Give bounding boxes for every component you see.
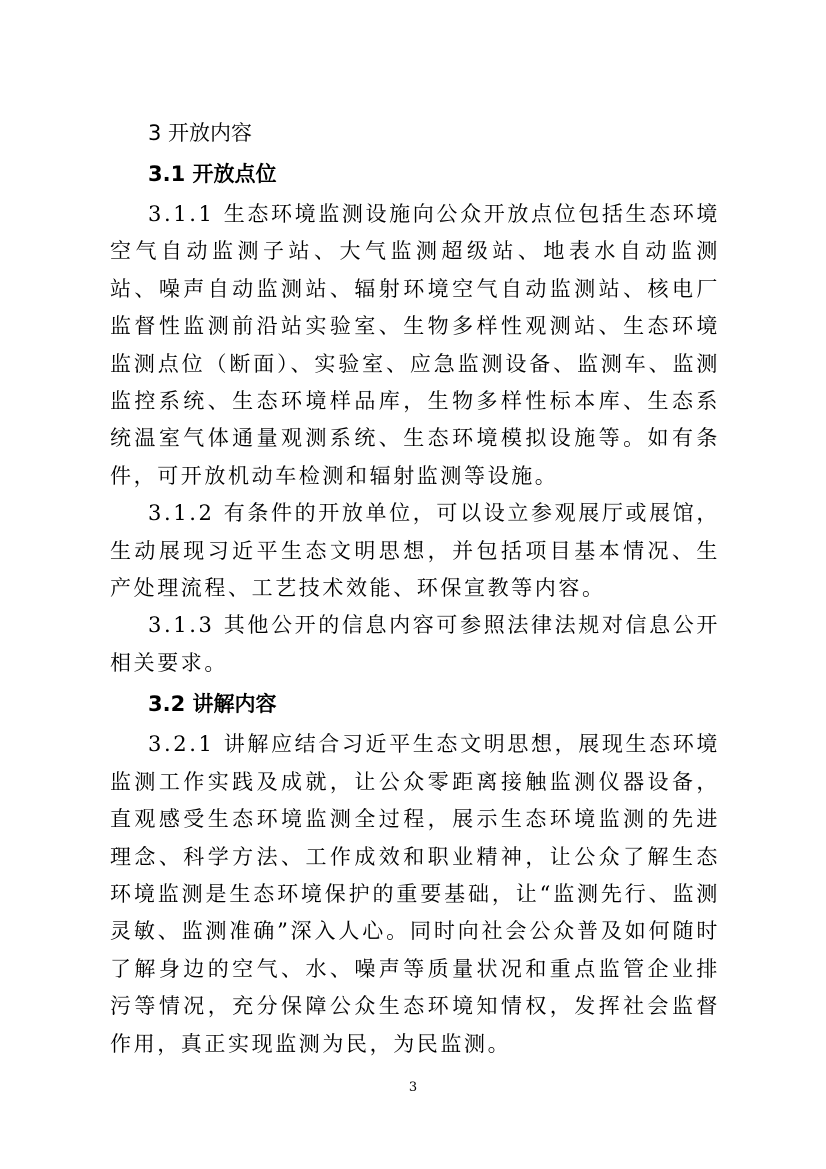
document-page: [110, 114, 720, 1063]
subsection-heading-3-1: 3.1 开放点位: [148, 162, 277, 186]
page-number: 3: [408, 1080, 418, 1095]
paragraph-3-1-3: 3.1.3 其他公开的信息内容可参照法律法规对信息公开相关要求。: [110, 613, 720, 675]
paragraph-3-1-2: 3.1.2 有条件的开放单位，可以设立参观展厅或展馆，生动展现习近平生态文明思想，并包括项目基本情况、生产处理流程、工艺技术效能、环保宣教等内容。: [110, 501, 720, 601]
paragraph-3-1-1: 3.1.1 生态环境监测设施向公众开放点位包括生态环境空气自动监测子站、大气监测超级站、地表水自动监测站、噪声自动监测站、辐射环境空气自动监测站、核电厂监督性监测前沿站实验室、生物多样性观测站、生态环境监测点位（断面）、实验室、应急监测设备、监测车、监测监控系统、生态环境样品库，生物多样性标本库、生态系统温室气体通量观测系统、生态环境模拟设施等。如有条件，可开放机动车检测和辐射监测等设施。: [110, 202, 720, 488]
section-heading: 3 开放内容: [148, 121, 253, 145]
paragraph-3-2-1: 3.2.1 讲解应结合习近平生态文明思想，展现生态环境监测工作实践及成就，让公众零距离接触监测仪器设备，直观感受生态环境监测全过程，展示生态环境监测的先进理念、科学方法、工作成效和职业精神，让公众了解生态环境监测是生态环境保护的重要基础，让“监测先行、监测灵敏、监测准确”深入人心。同时向社会公众普及如何随时了解身边的空气、水、噪声等质量状况和重点监管企业排污等情况，充分保障公众生态环境知情权，发挥社会监督作用，真正实现监测为民，为民监测。: [110, 732, 720, 1056]
subsection-heading-3-2: 3.2 讲解内容: [148, 692, 277, 717]
